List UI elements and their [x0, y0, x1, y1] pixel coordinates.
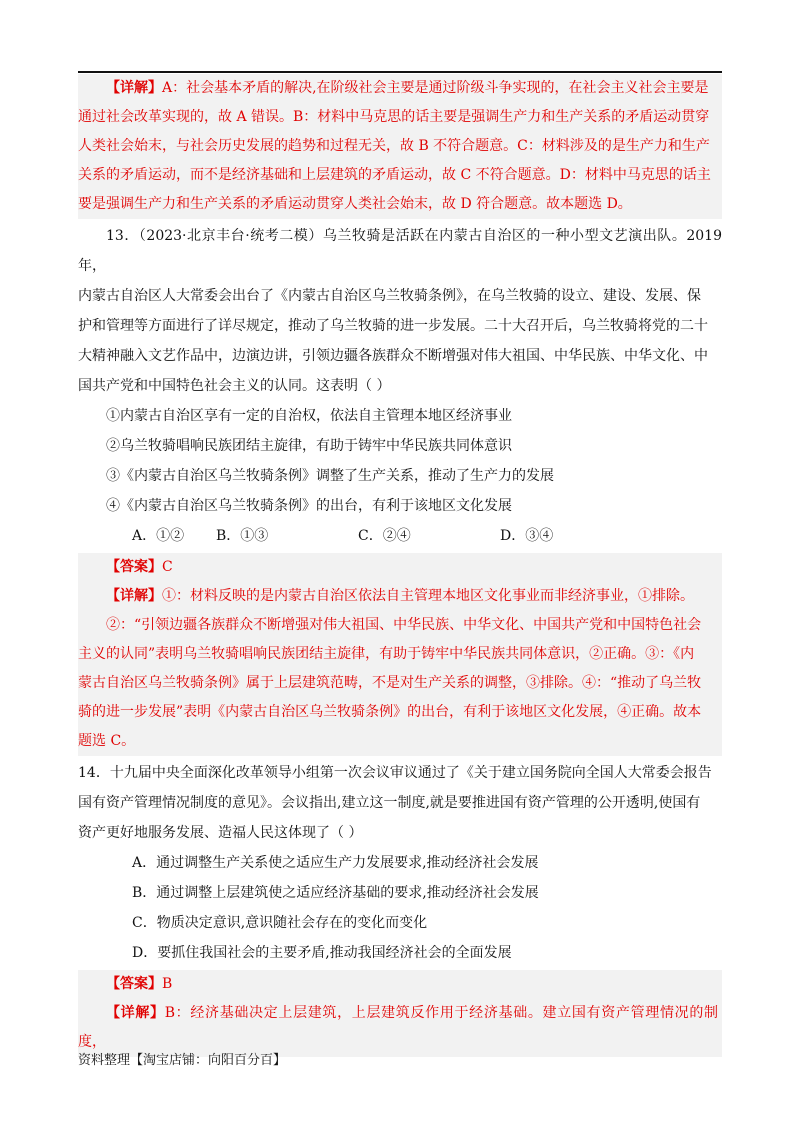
- statement-1: ①内蒙古自治区享有一定的自治权，依法自主管理本地区经济事业: [106, 408, 512, 424]
- analysis-label: 【详解】: [106, 80, 162, 96]
- page-content: [78, 74, 722, 1057]
- option-c: C．物质决定意识,意识随社会存在的变化而变化: [132, 915, 428, 931]
- question-stem-line: 资产更好地服务发展、造福人民这体现了（ ）: [78, 825, 363, 841]
- choice-d: D．③④: [500, 528, 554, 544]
- analysis-line: 题选 C。: [78, 733, 136, 749]
- analysis-text: B：经济基础决定上层建筑，上层建筑反作用于经济基础。建立国有资产管理情况的制度，: [78, 1005, 718, 1050]
- option-b: B．通过调整上层建筑使之适应经济基础的要求,推动经济社会发展: [132, 885, 539, 901]
- answer-line: [78, 553, 718, 582]
- analysis-line: 蒙古自治区乌兰牧骑条例》属于上层建筑范畴，不是对生产关系的调整，③排除。④：“推动了乌兰牧: [78, 675, 702, 691]
- analysis-line: [78, 74, 718, 103]
- question-14: [78, 758, 722, 968]
- analysis-line: 骑的进一步发展”表明《内蒙古自治区乌兰牧骑条例》的出台，有利于该地区文化发展，④正确。故本: [78, 704, 702, 720]
- page-footer: 资料整理【淘宝店铺：向阳百分百】: [78, 1053, 287, 1068]
- question-stem-line: 内蒙古自治区人大常委会出台了《内蒙古自治区乌兰牧骑条例》，在乌兰牧骑的设立、建设、发展、保: [78, 288, 701, 304]
- statement-2: ②乌兰牧骑唱响民族团结主旋律，有助于铸牢中华民族共同体意识: [106, 438, 512, 454]
- analysis-line: ②：“引领边疆各族群众不断增强对伟大祖国、中华民族、中华文化、中国共产党和中国特色社会: [106, 617, 702, 633]
- analysis-line: 主义的认同”表明乌兰牧骑唱响民族团结主旋律，有助于铸牢中华民族共同体意识，②正确。③：《内: [78, 646, 695, 662]
- analysis-label: 【详解】: [106, 588, 162, 604]
- q14-answer-block: [78, 970, 722, 1057]
- option-a: A．通过调整生产关系使之适应生产力发展要求,推动经济社会发展: [132, 855, 539, 871]
- statement-4: ④《内蒙古自治区乌兰牧骑条例》的出台，有利于该地区文化发展: [106, 498, 512, 514]
- option-d: D．要抓住我国社会的主要矛盾,推动我国经济社会的全面发展: [132, 945, 512, 961]
- analysis-line: 要是强调生产力和生产关系的矛盾运动贯穿人类社会始末，故 D 符合题意。故本题选 D。: [78, 196, 632, 212]
- question-stem-line: 护和管理等方面进行了详尽规定，推动了乌兰牧骑的进一步发展。二十大召开后，乌兰牧骑将党的二十: [78, 318, 708, 334]
- answer-line: [78, 970, 718, 999]
- question-stem-line: 国有资产管理情况制度的意见》。会议指出,建立这一制度,就是要推进国有资产管理的公开透明,使国有: [78, 795, 701, 811]
- previous-analysis-block: [78, 74, 722, 219]
- question-stem-line: 13．（2023·北京丰台·统考二模）乌兰牧骑是活跃在内蒙古自治区的一种小型文艺演出队。2019 年，: [78, 228, 722, 274]
- analysis-line: 关系的矛盾运动，而不是经济基础和上层建筑的矛盾运动，故 C 不符合题意。D：材料中马克思的话主: [78, 167, 711, 183]
- analysis-line: 人类社会始末，与社会历史发展的趋势和过程无关，故 B 不符合题意。C：材料涉及的是生产力和生产: [78, 138, 710, 154]
- question-stem-line: 国共产党和中国特色社会主义的认同。这表明（ ）: [78, 378, 391, 394]
- answer-value: B: [162, 976, 173, 992]
- question-stem-line: 14．十九届中央全面深化改革领导小组第一次会议审议通过了《关于建立国务院向全国人大常委会报告: [78, 765, 712, 781]
- choice-b: B．①③: [216, 528, 269, 544]
- header-rule: [78, 71, 722, 73]
- statement-3: ③《内蒙古自治区乌兰牧骑条例》调整了生产关系，推动了生产力的发展: [106, 468, 554, 484]
- analysis-line: [78, 582, 718, 611]
- choice-a: A．①②: [132, 528, 185, 544]
- answer-value: C: [162, 559, 173, 575]
- answer-label: 【答案】: [106, 559, 162, 575]
- analysis-line: 通过社会改革实现的，故 A 错误。B：材料中马克思的话主要是强调生产力和生产关系的矛盾运动贯穿: [78, 109, 710, 125]
- question-stem-line: 大精神融入文艺作品中，边演边讲，引领边疆各族群众不断增强对伟大祖国、中华民族、中华文化、中: [78, 348, 708, 364]
- choice-c: C．②④: [358, 528, 411, 544]
- answer-label: 【答案】: [106, 976, 162, 992]
- question-13: [78, 221, 722, 551]
- q13-answer-block: [78, 553, 722, 756]
- analysis-text: ①：材料反映的是内蒙古自治区依法自主管理本地区文化事业而非经济事业，①排除。: [162, 588, 694, 604]
- analysis-label: 【详解】: [106, 1005, 165, 1021]
- analysis-text: A：社会基本矛盾的解决,在阶级社会主要是通过阶级斗争实现的，在社会主义社会主要是: [162, 80, 709, 96]
- answer-choices: [78, 521, 722, 551]
